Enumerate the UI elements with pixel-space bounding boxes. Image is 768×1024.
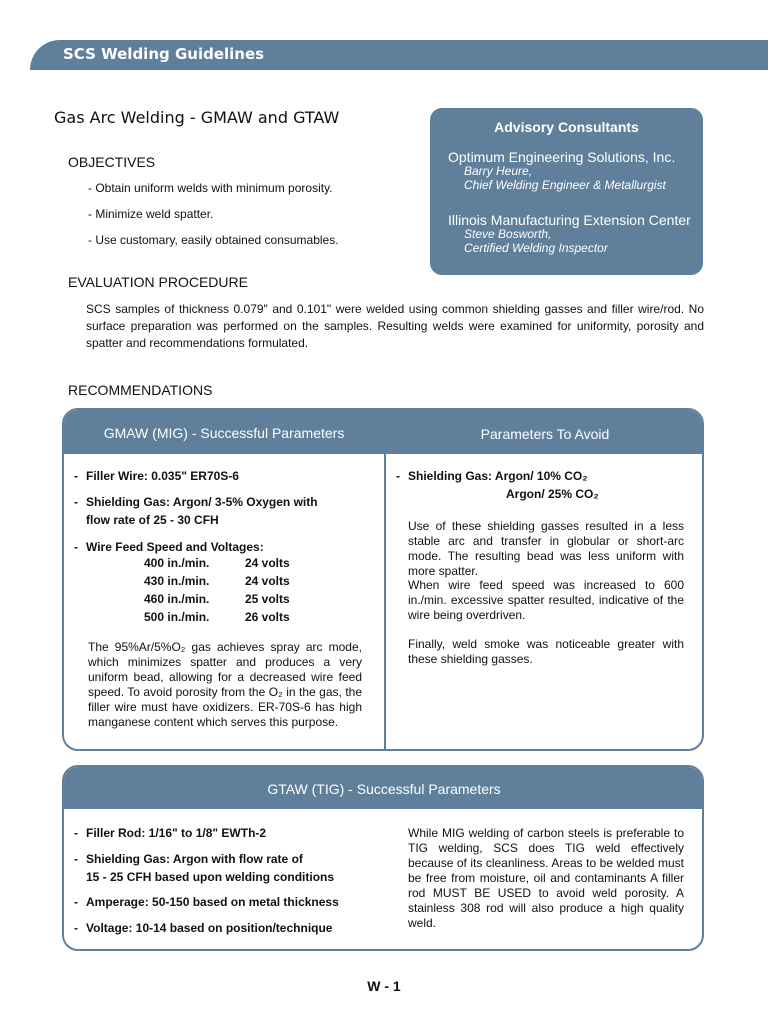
- objective-item-1: - Obtain uniform welds with minimum porosity.: [88, 181, 333, 195]
- gtaw-panel: GTAW (TIG) - Successful Parameters - Filler Rod: 1/16" to 1/8" EWTh-2 - Shielding Gas: Argon with flow rate of 15 - 25 CFH based upon welding conditions - Amperage: 50-150 based on metal thickness - Voltage: 10-14 based on position/technique While MIG welding of carbon steels is preferable to TIG welding, SCS does TIG weld effectively because of its cleanliness. Areas to be welded must be free from moisture, oil and contaminants A filler rod MUST BE USED to avoid weld porosity. A stainless 308 rod will also produce a high quality weld.: [62, 765, 704, 951]
- gmaw-panel-title: GMAW (MIG) - Successful Parameters: [103, 425, 345, 441]
- objectives-heading: OBJECTIVES: [68, 154, 156, 170]
- advisory-org-1: Optimum Engineering Solutions, Inc.: [448, 149, 676, 165]
- gmaw-paragraph: The 95%Ar/5%O₂ gas achieves spray arc mode, which minimizes spatter and produces a very uniform bead, allowing for a decreased wire feed speed. To avoid porosity from the O₂ in the gas, the filler wire must have oxidizers. ER-70S-6 has high manganese content which serves this purpose.: [88, 640, 362, 729]
- advisory-org-1-person: Barry Heure,: [464, 164, 533, 178]
- advisory-org-2: Illinois Manufacturing Extension Center: [448, 212, 691, 228]
- gtaw-paragraph: While MIG welding of carbon steels is preferable to TIG welding, SCS does TIG weld effectively because of its cleanliness. Areas to be welded must be free from moisture, oil and contaminants A filler rod MUST BE USED to avoid weld porosity. A stainless 308 rod will also produce a high quality weld.: [408, 826, 684, 930]
- advisory-heading: Advisory Consultants: [494, 119, 639, 135]
- advisory-org-2-role: Certified Welding Inspector: [464, 241, 608, 255]
- header-title: SCS Welding Guidelines: [63, 45, 265, 63]
- objective-item-3: - Use customary, easily obtained consumables.: [88, 233, 339, 247]
- avoid-paragraph-3: Finally, weld smoke was noticeable greater with these shielding gasses.: [408, 637, 684, 666]
- recommendations-heading: RECOMMENDATIONS: [68, 382, 213, 398]
- gtaw-panel-title: GTAW (TIG) - Successful Parameters: [267, 781, 501, 797]
- evaluation-text: SCS samples of thickness 0.079" and 0.101" were welded using common shielding gasses and filler wire/rod. No surface preparation was performed on the samples. Resulting welds were examined for uniformity, porosity and spatter and recommendations formulated.: [86, 302, 704, 350]
- panel-divider: [384, 410, 386, 751]
- advisory-org-1-role: Chief Welding Engineer & Metallurgist: [464, 178, 666, 192]
- advisory-org-2-person: Steve Bosworth,: [464, 227, 552, 241]
- avoid-paragraph-1: Use of these shielding gasses resulted in a less stable arc and transfer in globular or short-arc mode. The resulting bead was less uniform with more spatter.: [408, 519, 684, 578]
- evaluation-heading: EVALUATION PROCEDURE: [68, 274, 248, 290]
- gmaw-panel: GMAW (MIG) - Successful Parameters Parameters To Avoid - Filler Wire: 0.035" ER70S-6 - Shielding Gas: Argon/ 3-5% Oxygen with flow rate of 25 - 30 CFH - Wire Feed Speed and Voltages: 400 in./min. 24 volts 430 in./min. 24 volts 460 in./min. 25 volts 500 in./min. 26 volts The 95%Ar/5%O₂ gas achieves spray arc mode, which minimizes spatter and produces a very uniform bead, allowing for a decreased wire feed speed. To avoid porosity from the O₂ in the gas, the filler wire must have oxidizers. ER-70S-6 has high manganese content which serves this purpose. - Shielding Gas: Argon/ 10% CO₂ Argon/ 25% CO₂ Use of these shielding gasses resulted in a less stable arc and transfer in globular or short-arc mode. The resulting bead was less uniform with more spatter. When wire feed speed was increased to 600 in./min. excessive spatter resulted, indicative of the wire being overdriven. Finally, weld smoke was noticeable greater with these shielding gasses.: [62, 408, 704, 751]
- avoid-paragraph-2: When wire feed speed was increased to 600 in./min. excessive spatter resulted, indicative of the wire being overdriven.: [408, 578, 684, 622]
- avoid-panel-title: Parameters To Avoid: [480, 426, 610, 442]
- page-number: W - 1: [367, 978, 401, 994]
- page-title: Gas Arc Welding - GMAW and GTAW: [54, 108, 340, 127]
- advisory-box: [430, 108, 703, 275]
- objective-item-2: - Minimize weld spatter.: [88, 207, 214, 221]
